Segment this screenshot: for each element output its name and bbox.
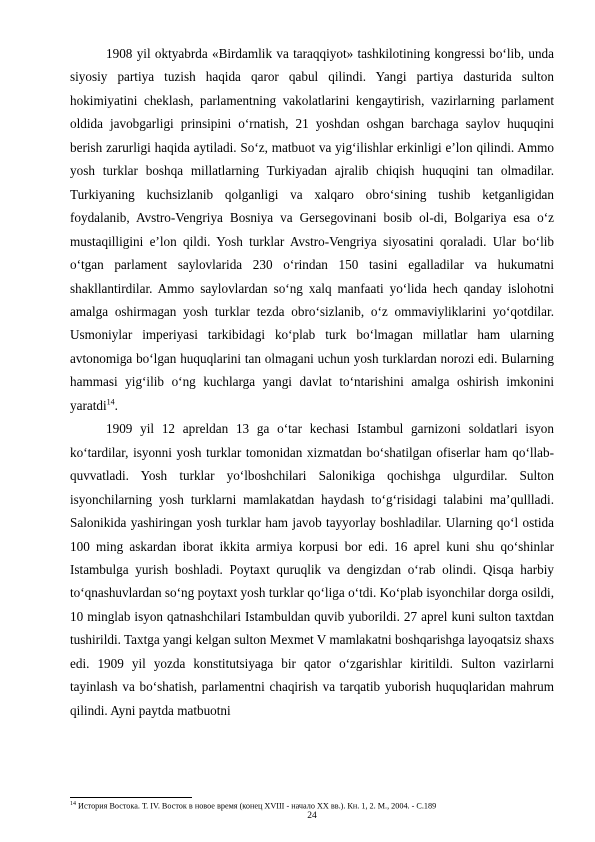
paragraph-1-text: 1908 yil oktyabrda «Birdamlik va taraqqiyot» tashkilotining kongressi bo‘lib, unda siyosiy partiya tuzish haqida qaror qabul qilindi. Yangi partiya dasturida sulton hokimiyatini cheklash, parlamentning vakolatlarini kengaytirish, vazirlarning parlament oldida javobgarligi prinsipini o‘rnatish, 21 yoshdan oshgan barchaga saylov huquqini berish zarurligi haqida aytiladi. So‘z, matbuot va yig‘ilishlar erkinligi e’lon qilindi. Ammo yosh turklar boshqa millatlarning Turkiyadan ajralib chiqish huquqini tan olmadilar. Turkiyaning kuchsizlanib qolganligi va xalqaro obro‘sining tushib ketganligidan foydalanib, Avstro-Vengriya Bosniya va Gersegovinani bosib ol-di, Bolgariya esa o‘z mustaqilligini e’lon qildi. Yosh turklar Avstro-Vengriya siyosatini qoraladi. Ular bo‘lib o‘tgan parlament saylovlarida 230 o‘rindan 150 tasini egalladilar va hukumatni shakllantirdilar. Ammo saylovlardan so‘ng xalq manfaati yo‘lida hech qanday islohotni amalga oshirmagan yosh turklar tezda obro‘sizlanib, o‘z ommaviyliklarini yo‘qotdilar. Usmoniylar imperiyasi tarkibidagi ko‘plab turk bo‘lmagan millatlar ham ularning avtonomiga bo‘lgan huquqlarini tan olmagani uchun yosh turklardan norozi edi. Bularning hammasi yig‘ilib o‘ng kuchlarga yangi davlat to‘ntarishini amalga oshirish imkonini yaratdi <box>70 46 554 413</box>
page-number: 24 <box>307 811 317 821</box>
footnote-separator <box>70 797 192 798</box>
footnote-text: История Востока. Т. IV. Восток в новое время (конец XVIII - начало XX вв.). Кн. 1, 2. М., 2004. - С.189 <box>76 801 437 811</box>
paragraph-1 <box>70 42 554 417</box>
footnote-number: 14 <box>70 801 76 807</box>
document-body <box>70 42 554 722</box>
paragraph-2: 1909 yil 12 apreldan 13 ga o‘tar kechasi Istambul garnizoni soldatlari isyon ko‘tardilar, isyonni yosh turklar tomonidan xizmatdan bo‘shatilgan ofiserlar ham qo‘llab-quvvatladi. Yosh turklar yo‘lboshchilari Salonikiga qochishga ulgurdilar. Sulton isyonchilarning yosh turklarni mamlakatdan haydash to‘g‘risidagi talabini ma’qullladi. Salonikida yashiringan yosh turklar ham javob tayyorlay boshladilar. Ularning qo‘l ostida 100 ming askardan iborat ikkita armiya korpusi bor edi. 16 aprel kuni shu qo‘shinlar Istambulga yurish boshladi. Poytaxt quruqlik va dengizdan o‘rab olindi. Qisqa harbiy to‘qnashuvlardan so‘ng poytaxt yosh turklar qo‘liga o‘tdi. Ko‘plab isyonchilar dorga osildi, 10 minglab isyon qatnashchilari Istambuldan quvib yuborildi. 27 aprel kuni sulton taxtdan tushirildi. Taxtga yangi kelgan sulton Mexmet V mamlakatni boshqarishga layoqatsiz shaxs edi. 1909 yil yozda konstitutsiyaga bir qator o‘zgarishlar kiritildi. Sulton vazirlarni tayinlash va bo‘shatish, parlamentni chaqirish va tarqatib yuborish huquqlaridan mahrum qilindi. Ayni paytda matbuotni <box>70 421 554 718</box>
footnote <box>70 799 554 812</box>
paragraph-1-end: . <box>114 397 118 413</box>
footnote-reference[interactable]: 14 <box>106 397 115 407</box>
